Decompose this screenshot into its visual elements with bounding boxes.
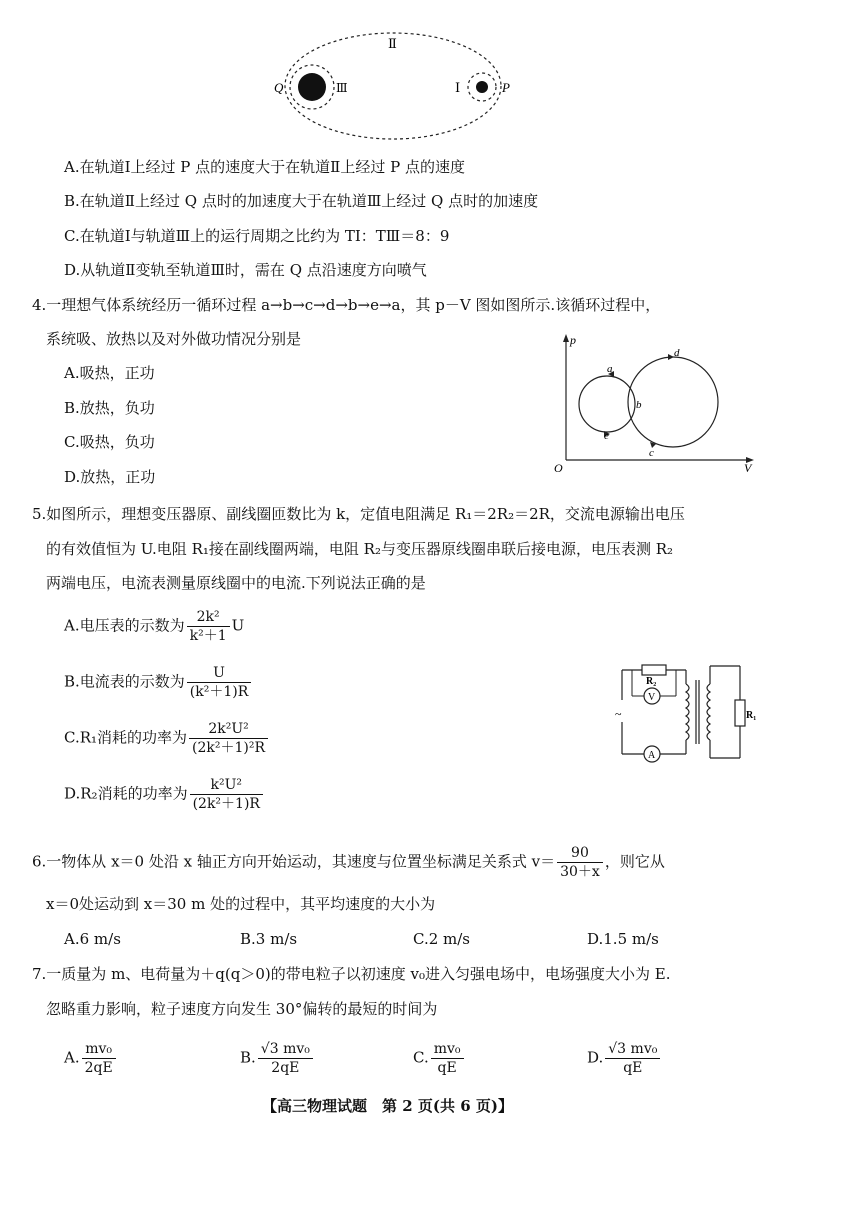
label-R2: R₂ [646, 676, 657, 687]
origin-label: O [554, 461, 563, 474]
q3-option-d: D.从轨道Ⅱ变轨至轨道Ⅲ时，需在 Q 点沿速度方向喷气 [64, 261, 427, 279]
large-cycle [628, 357, 718, 447]
q6-option-c: C.2 m/s [413, 930, 470, 948]
q6-option-a: A.6 m/s [64, 930, 121, 948]
q3-option-c: C.在轨道Ⅰ与轨道Ⅲ上的运行周期之比约为 TⅠ：TⅢ＝8：9 [64, 227, 450, 245]
q7-option-a: A. $\frac{\text{mv₀}}{2qE}$ [64, 1040, 118, 1077]
q7-option-c: C. $\frac{\text{mv₀}}{qE}$ [413, 1040, 466, 1077]
label-orbit-2: Ⅱ [388, 36, 397, 51]
q5-stem-line3: 两端电压，电流表测量原线圈中的电流.下列说法正确的是 [46, 574, 426, 592]
axis-v-label: V [744, 461, 752, 474]
secondary-coil [707, 684, 710, 740]
q5-option-b: B.电流表的示数为 $\frac{U}{\text{(k²＋1)R}}$ [64, 664, 253, 701]
point-b: b [636, 399, 642, 411]
q4-option-b: B.放热，负功 [64, 399, 155, 417]
axis-p-label: p [570, 333, 576, 347]
small-cycle [579, 376, 635, 432]
point-a: a [607, 363, 613, 375]
q7-option-b: B. $\frac{\text{√3 mv₀}}{2qE}$ [240, 1040, 315, 1077]
label-orbit-3: Ⅲ [336, 81, 348, 95]
point-d: d [674, 347, 680, 359]
pv-diagram [552, 330, 762, 474]
q4-option-d: D.放热，正功 [64, 468, 156, 486]
q6-stem-line1: 6.一物体从 x＝0 处沿 x 轴正方向开始运动，其速度与位置坐标满足关系式 v＝ $\frac{90}{30+x}$ ，则它从 [32, 845, 665, 880]
q5-option-a: A.电压表的示数为 $\frac{\text{2k²}}{\text{k²＋1}}$ U [64, 609, 245, 644]
q7-stem-line2: 忽略重力影响，粒子速度方向发生 30°偏转的最短的时间为 [46, 1000, 438, 1018]
transformer-circuit [606, 660, 756, 766]
label-V: V [648, 692, 656, 703]
q7-option-d: D. $\frac{\text{√3 mv₀}}{qE}$ [587, 1040, 662, 1077]
q3-option-a: A.在轨道Ⅰ上经过 P 点的速度大于在轨道Ⅱ上经过 P 点的速度 [64, 158, 465, 176]
resistor-R1 [735, 700, 745, 726]
q6-option-d: D.1.5 m/s [587, 930, 659, 948]
orbit-diagram [270, 28, 540, 146]
planet-small [476, 81, 488, 93]
resistor-R2 [642, 665, 666, 675]
label-A: A [648, 750, 656, 761]
q5-stem-line1: 5.如图所示，理想变压器原、副线圈匝数比为 k，定值电阻满足 R₁＝2R₂＝2R，交流电源输出电压 [32, 505, 685, 523]
q6-option-b: B.3 m/s [240, 930, 298, 948]
q7-stem-line1: 7.一质量为 m、电荷量为＋q(q＞0)的带电粒子以初速度 v₀进入匀强电场中，电场强度大小为 E. [32, 965, 671, 983]
primary-coil [686, 684, 689, 740]
label-Q: Q [274, 80, 284, 95]
q4-option-a: A.吸热，正功 [64, 364, 155, 382]
point-e: e [604, 430, 609, 442]
label-P: P [502, 80, 510, 95]
q5-option-d: D.R₂消耗的功率为 $\frac{\text{k²U²}}{\text{(2k²＋1)R}}$ [64, 776, 265, 813]
label-R1: R₁ [746, 710, 756, 721]
q6-stem-line2: x＝0处运动到 x＝30 m 处的过程中，其平均速度的大小为 [46, 895, 436, 913]
page-footer: 【高三物理试题 第 2 页(共 6 页)】 [262, 1097, 513, 1115]
label-orbit-1: Ⅰ [455, 80, 461, 95]
q4-option-c: C.吸热，负功 [64, 433, 155, 451]
point-c: c [649, 447, 654, 459]
planet-large [298, 73, 326, 101]
q5-option-c: C.R₁消耗的功率为 $\frac{\text{2k²U²}}{\text{(2k²＋1)²R}}$ [64, 720, 270, 757]
q4-stem-line1: 4.一理想气体系统经历一循环过程 a→b→c→d→b→e→a，其 p－V 图如图所示.该循环过程中， [32, 296, 661, 314]
label-source: ~ [615, 707, 622, 721]
q5-stem-line2: 的有效值恒为 U.电阻 R₁接在副线圈两端，电阻 R₂与变压器原线圈串联后接电源，电压表测 R₂ [46, 540, 674, 558]
q3-option-b: B.在轨道Ⅱ上经过 Q 点时的加速度大于在轨道Ⅲ上经过 Q 点时的加速度 [64, 192, 539, 210]
q4-stem-line2: 系统吸、放热以及对外做功情况分别是 [46, 330, 302, 348]
